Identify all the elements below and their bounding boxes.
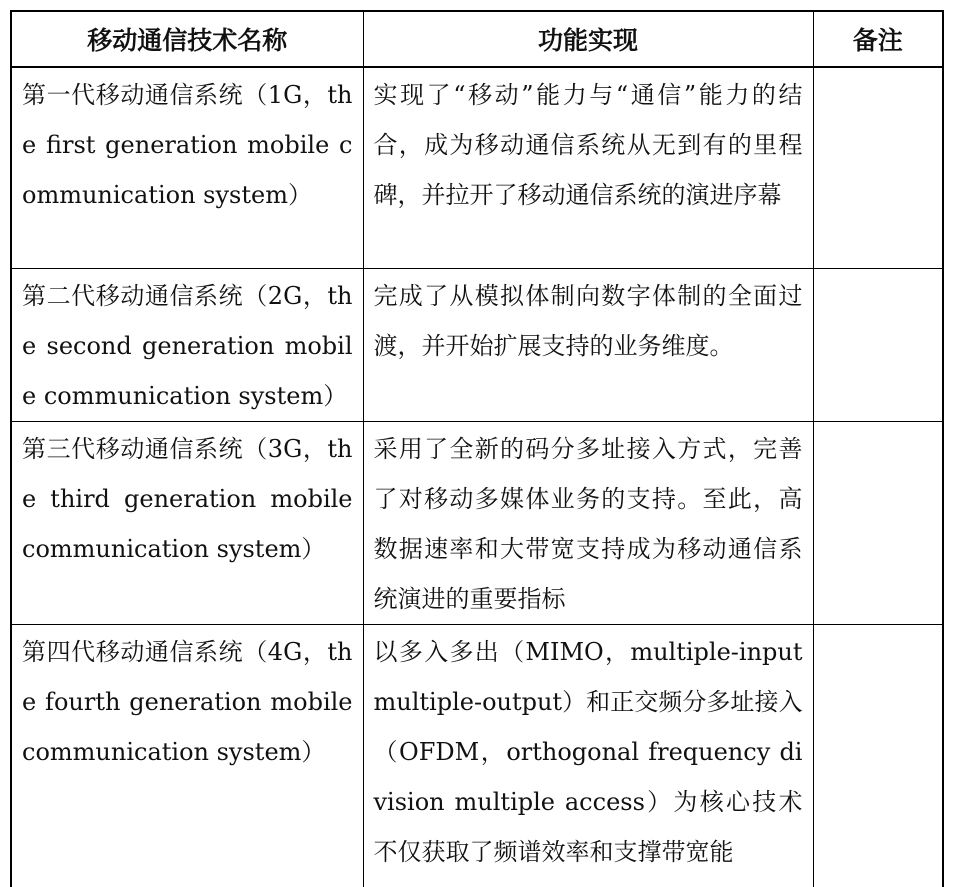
row-4g-function: 以多入多出（MIMO，multiple-input multiple-output）和正交频分多址接入（OFDM，orthogonal frequency division multiple access）为核心技术不仅获取了频谱效率和支撑带宽能	[363, 625, 813, 887]
row-1g-name: 第一代移动通信系统（1G，the first generation mobile communication system）	[11, 67, 363, 269]
table-row	[11, 269, 943, 422]
row-3g-note	[813, 422, 943, 625]
row-2g-function: 完成了从模拟体制向数字体制的全面过渡，并开始扩展支持的业务维度。	[363, 269, 813, 422]
generations-table	[10, 10, 944, 887]
row-1g-function: 实现了“移动”能力与“通信”能力的结合，成为移动通信系统从无到有的里程碑，并拉开了移动通信系统的演进序幕	[363, 67, 813, 269]
row-3g-name: 第三代移动通信系统（3G，the third generation mobile communication system）	[11, 422, 363, 625]
row-3g-function: 采用了全新的码分多址接入方式，完善了对移动多媒体业务的支持。至此，高数据速率和大带宽支持成为移动通信系统演进的重要指标	[363, 422, 813, 625]
row-4g-name: 第四代移动通信系统（4G，the fourth generation mobile communication system）	[11, 625, 363, 887]
row-4g-note	[813, 625, 943, 887]
header-note: 备注	[813, 11, 943, 67]
row-1g-note	[813, 67, 943, 269]
header-function: 功能实现	[363, 11, 813, 67]
header-name: 移动通信技术名称	[11, 11, 363, 67]
table-row	[11, 625, 943, 887]
row-2g-note	[813, 269, 943, 422]
table-row	[11, 67, 943, 269]
row-2g-name: 第二代移动通信系统（2G，the second generation mobile communication system）	[11, 269, 363, 422]
table-header-row	[11, 11, 943, 67]
table-row	[11, 422, 943, 625]
